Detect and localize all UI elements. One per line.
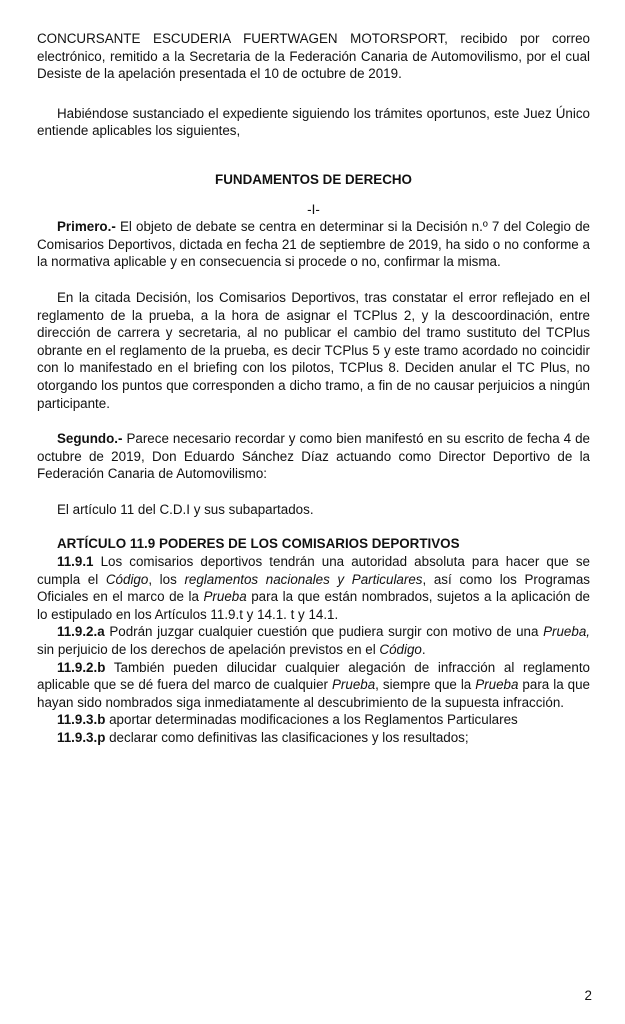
segundo-paragraph <box>37 430 590 483</box>
intro-paragraph: CONCURSANTE ESCUDERIA FUERTWAGEN MOTORSPORT, recibido por correo electrónico, remitido a la Secretaria de la Federación Canaria de Automovilismo, por el cual Desiste de la apelación presentada el 10 de octubre de 2019. <box>37 31 590 82</box>
article-title: ARTÍCULO 11.9 PODERES DE LOS COMISARIOS DEPORTIVOS <box>57 536 460 552</box>
item-label: 11.9.3.p <box>57 730 106 745</box>
item-italic: Prueba <box>331 677 376 693</box>
item-label: 11.9.2.b <box>57 659 106 675</box>
item-text: Podrán juzgar cualquier cuestión que pudiera surgir con motivo de una <box>104 624 544 640</box>
section-heading: FUNDAMENTOS DE DERECHO <box>215 171 412 187</box>
article-item-11-9-1 <box>37 553 590 623</box>
decision-paragraph: En la citada Decisión, los Comisarios Deportivos, tras constatar el error reflejado en el reglamento de la prueba, a la hora de asignar el TCPlus 2, y la descoordinación, entre dirección de carrera y secretaria, al no publicar el cambio del tramo sustituto del TCPlus obrante en el reglamento de la prueba, es decir TCPlus 5 y este tramo acordado no coincidir con lo manifestado en el briefing con los pilotos, TCPlus 8. Deciden anular el TC Plus, no otorgando los puntos que corresponden a dicho tramo, a fin de no causar perjuicios a ningún participante. <box>37 289 590 411</box>
item-text: para la que hayan sido nombrados siga inmediatamente al descubrimiento de la supuesta infracción. <box>37 677 590 710</box>
item-italic: Código <box>379 642 422 658</box>
segundo-text: Parece necesario recordar y como bien manifestó en su escrito de fecha 4 de octubre de 2019, Don Eduardo Sánchez Díaz actuando como Director Deportivo de la Federación Canaria de Automovilismo: <box>37 431 590 482</box>
item-italic: Código <box>105 571 149 587</box>
article-item-11-9-2-b <box>37 659 590 712</box>
item-text: , siempre que la <box>375 677 476 693</box>
item-text: sin perjuicio de los derechos de apelación previstos en el <box>37 642 380 658</box>
item-text: declarar como definitivas las clasificaciones y los resultados; <box>105 730 469 745</box>
article-item-11-9-3-p <box>37 729 590 747</box>
primero-paragraph <box>37 218 590 271</box>
article-item-11-9-3-b <box>37 711 590 729</box>
item-text: Los comisarios deportivos tendrán una autoridad absoluta para hacer que se cumpla el <box>37 554 590 587</box>
item-label: 11.9.1 <box>57 554 94 570</box>
segundo-label: Segundo.- <box>57 431 123 447</box>
primero-label: Primero.- <box>57 219 116 235</box>
item-italic: Prueba <box>203 589 247 605</box>
item-text: aportar determinadas modificaciones a los Reglamentos Particulares <box>105 712 518 728</box>
primero-text: El objeto de debate se centra en determinar si la Decisión n.º 7 del Colegio de Comisarios Deportivos, dictada en fecha 21 de septiembre de 2019, ha sido o no conforme a la normativa aplicable y en consecuencia si procede o no, confirmar la misma. <box>37 219 590 270</box>
item-text: , así como los Programas Oficiales en el marco de la <box>37 571 590 605</box>
item-text: . <box>421 642 426 658</box>
item-text: , los <box>148 571 185 587</box>
procedure-paragraph: Habiéndose sustanciado el expediente siguiendo los trámites oportunos, este Juez Único entiende aplicables los siguientes, <box>37 105 590 139</box>
article-item-11-9-2-a <box>37 623 590 658</box>
section-roman-numeral: -I- <box>307 201 320 217</box>
item-label: 11.9.2.a <box>57 624 105 640</box>
document-page <box>37 30 590 747</box>
item-text: para la que están nombrados, sujetos a la aplicación de lo estipulado en los Artículos 11.9.t y 14.1. t y 14.1. <box>37 589 590 622</box>
item-italic: reglamentos nacionales y Particulares <box>184 571 423 587</box>
page-number: 2 <box>584 988 592 1003</box>
item-label: 11.9.3.b <box>57 712 106 728</box>
item-text: También pueden dilucidar cualquier alegación de infracción al reglamento aplicable que se dé fuera del marco de cualquier <box>37 659 590 693</box>
article-reference-paragraph: El artículo 11 del C.D.I y sus subapartados. <box>57 501 314 517</box>
item-italic: Prueba <box>475 677 519 693</box>
item-italic: Prueba, <box>543 624 590 640</box>
